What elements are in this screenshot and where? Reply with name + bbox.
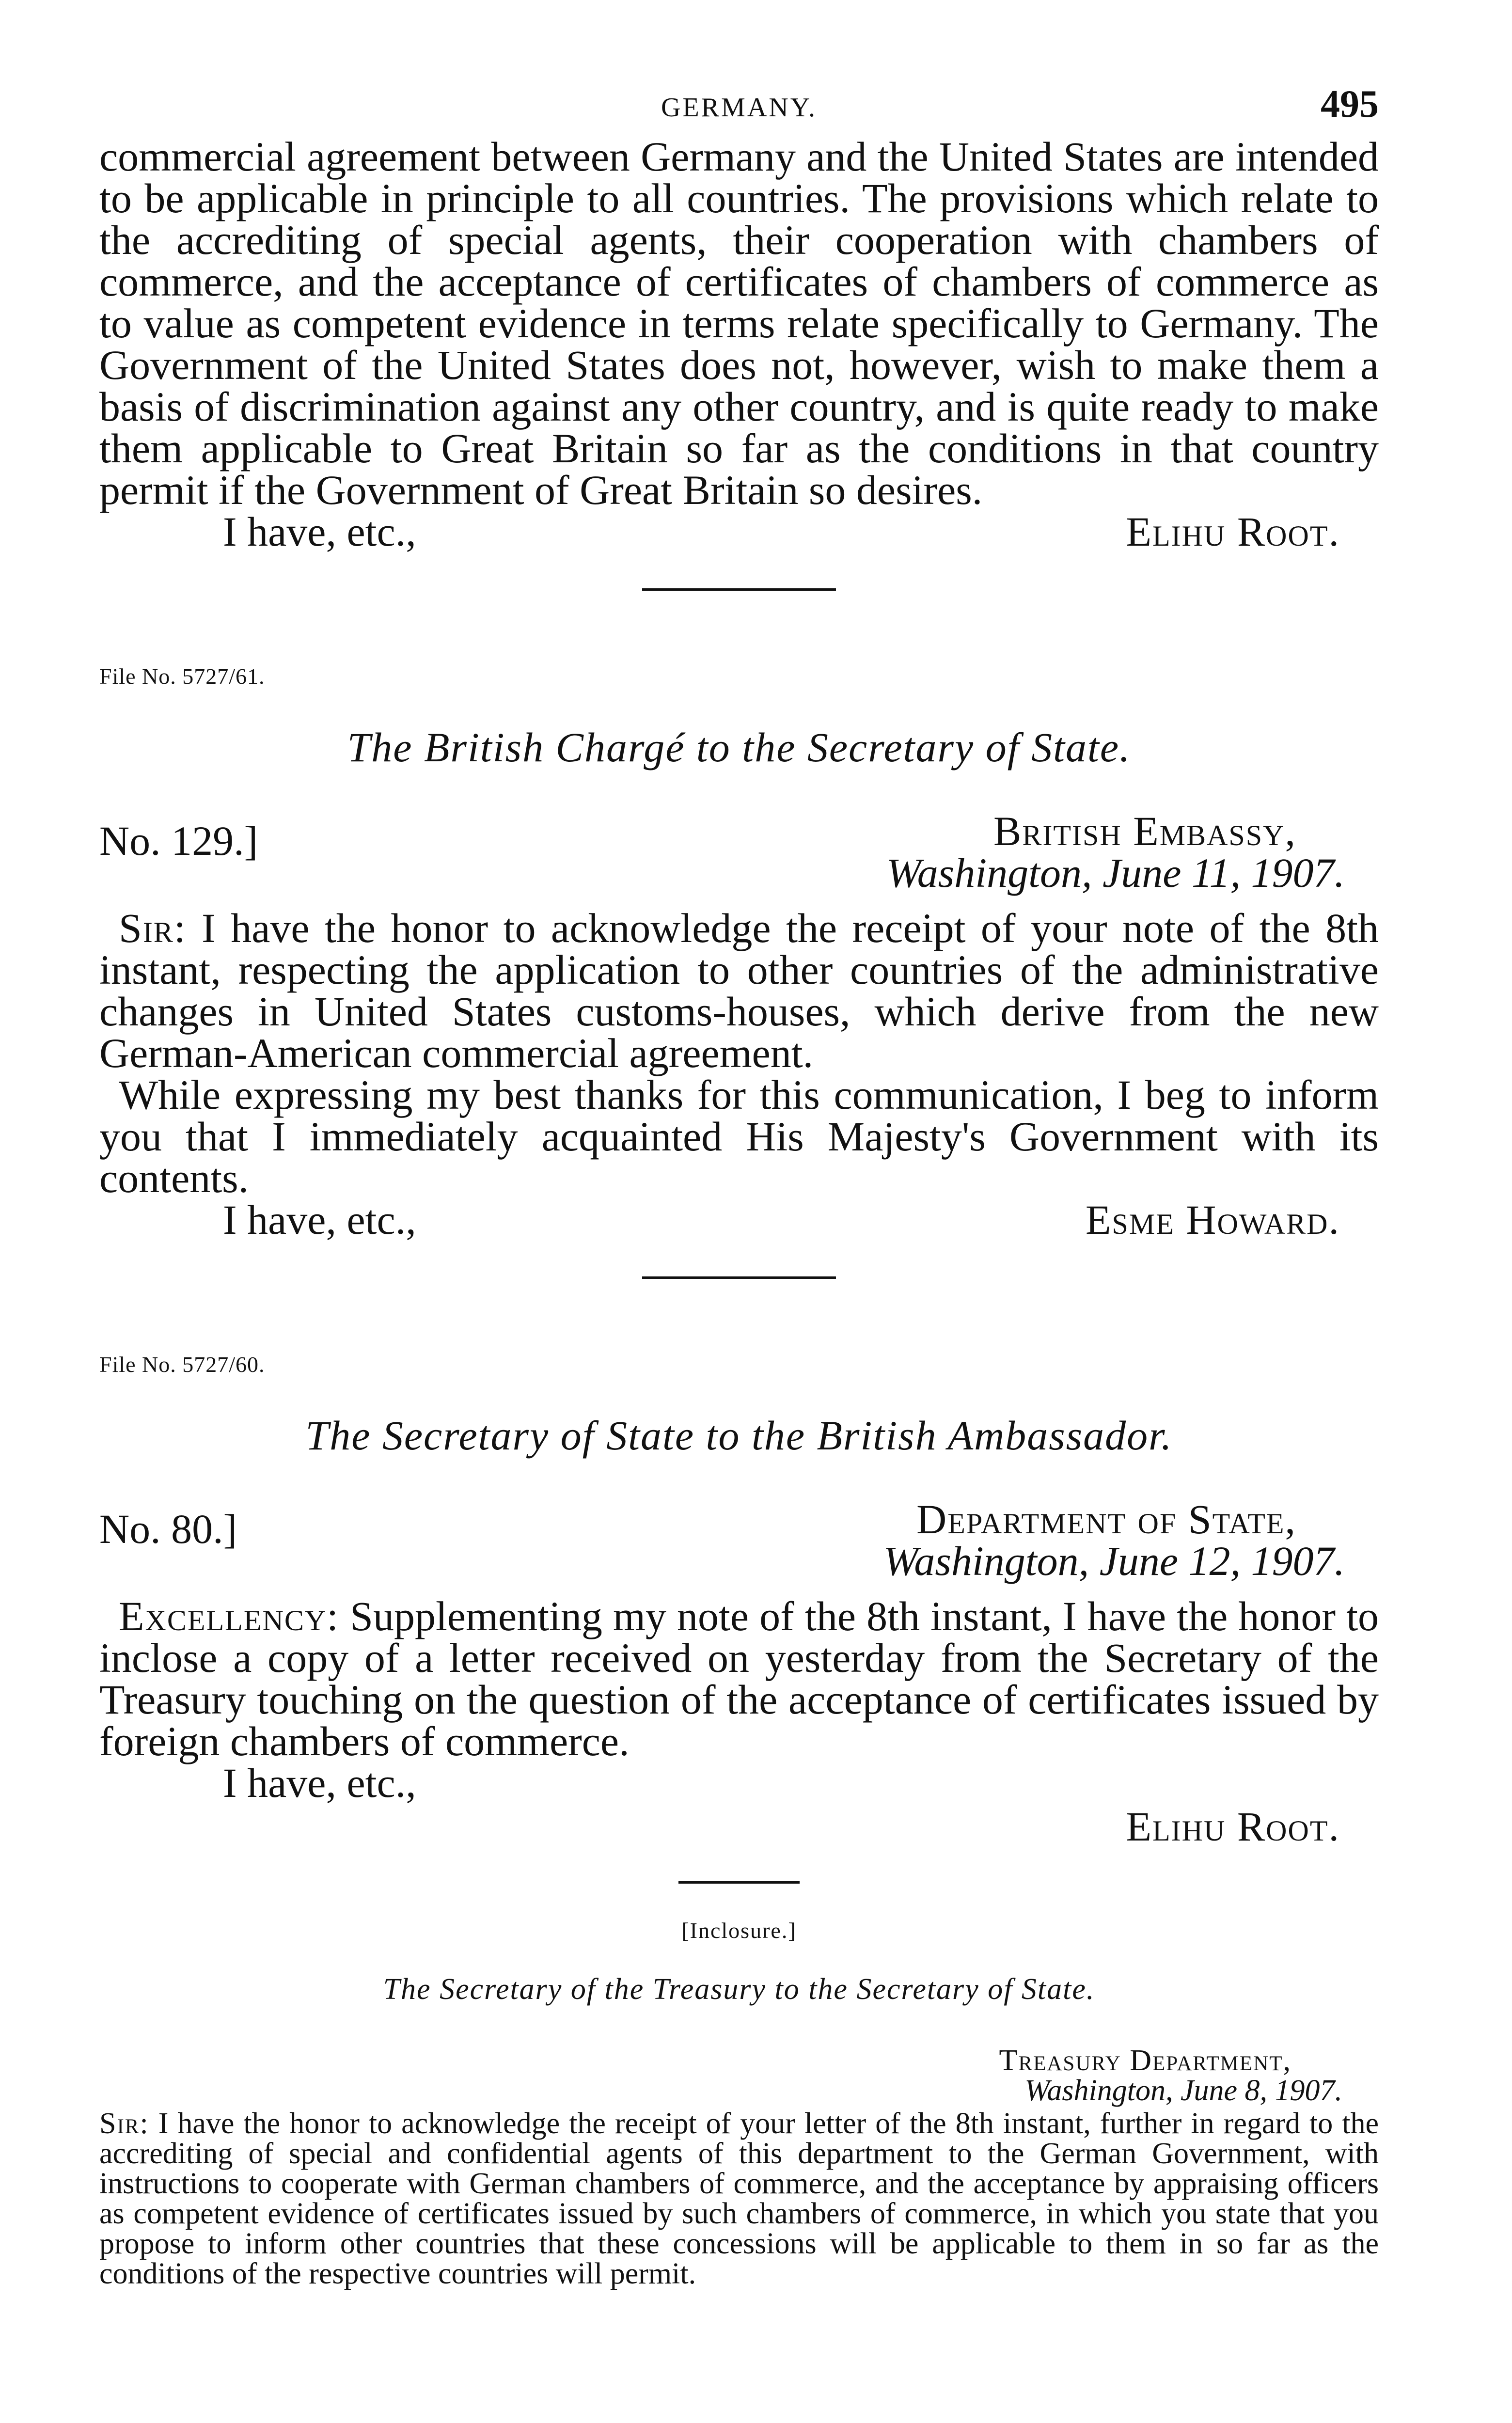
- letter-paragraph: [99, 907, 1379, 1074]
- signature: Elihu Root.: [1126, 1803, 1340, 1850]
- closing-row-2: [99, 1196, 1379, 1243]
- letter-paragraph: While expressing my best thanks for this communication, I beg to inform you that I immediately acquainted His Majesty's Government with its contents.: [99, 1071, 1379, 1201]
- letter-dateline: [99, 2045, 1379, 2108]
- closing-text: I have, etc.,: [223, 1196, 416, 1243]
- inclosure-label: [Inclosure.]: [681, 1918, 797, 1943]
- section-divider: [642, 588, 836, 591]
- letter-number: No. 129.]: [99, 818, 258, 864]
- continuation-paragraph: commercial agreement between Germany and the United States are intended to be applicable in principle to all countries. The provisions which relate to the accrediting of special agents, their cooperation with chambers of commerce, and the acceptance of certificates of chambers of commerce as to value as competent evidence in terms relate specifically to Germany. The Government of the United States does not, however, wish to make them a basis of discrimination against any other country, and is quite ready to make them applicable to Great Britain so far as the conditions in that country permit if the Government of Great Britain so desires.: [99, 133, 1379, 513]
- closing-text: I have, etc.,: [223, 508, 416, 555]
- signature: Esme Howard.: [1086, 1196, 1340, 1243]
- salutation: Sir:: [119, 905, 187, 951]
- paragraph-text: Supplementing my note of the 8th instant, I have the honor to inclose a copy of a letter received on yesterday from the Secretary of the Treasury touching on the question of the acceptance of certificates issued by foreign chambers of commerce.: [99, 1593, 1379, 1764]
- letter-number: No. 80.]: [99, 1506, 237, 1552]
- salutation: Excellency:: [119, 1593, 340, 1639]
- sender-office: Department of State,: [916, 1496, 1296, 1542]
- letter-dateline: [99, 1498, 1379, 1595]
- paragraph-text: I have the honor to acknowledge the receipt of your letter of the 8th instant, further in regard to the accrediting of special and confidential agents of this department to the German Government, with instructions to cooperate with German chambers of commerce, and the acceptance by appraising officers as competent evidence of certificates issued by such chambers of commerce, in which you state that you propose to inform other countries that these concessions will be applicable to them in so far as the conditions of the respective countries will permit.: [99, 2107, 1379, 2290]
- letter-date: Washington, June 8, 1907.: [1024, 2074, 1342, 2107]
- letter-heading: The British Chargé to the Secretary of State.: [347, 724, 1131, 771]
- paragraph-text: I have the honor to acknowledge the receipt of your note of the 8th instant, respecting the application to other countries of the administrative changes in United States customs-houses, which derive from the new German-American commercial agreement.: [99, 905, 1379, 1076]
- sender-office: Treasury Department,: [999, 2044, 1292, 2077]
- running-title: GERMANY.: [661, 93, 817, 123]
- file-number: File No. 5727/60.: [99, 1352, 265, 1377]
- page-number: 495: [1321, 83, 1379, 126]
- salutation: Sir:: [99, 2107, 149, 2140]
- letter-date: Washington, June 12, 1907.: [883, 1538, 1345, 1584]
- section-divider: [678, 1881, 800, 1884]
- letter-dateline: [99, 810, 1379, 907]
- letter-paragraph: [99, 1595, 1379, 1762]
- section-divider: [642, 1276, 836, 1279]
- closing-row-1: [99, 508, 1379, 555]
- document-page: [99, 82, 1379, 2289]
- running-header: [99, 82, 1379, 131]
- letter-date: Washington, June 11, 1907.: [886, 850, 1345, 896]
- letter-heading: The Secretary of the Treasury to the Secretary of State.: [383, 1973, 1095, 2006]
- closing-text: I have, etc.,: [223, 1760, 416, 1806]
- closing-row-3: [99, 1762, 1379, 1806]
- file-number: File No. 5727/61.: [99, 664, 265, 689]
- letter-paragraph: [99, 2108, 1379, 2289]
- letter-heading: The Secretary of State to the British Ambassador.: [305, 1412, 1173, 1459]
- sender-office: British Embassy,: [993, 808, 1296, 854]
- signature: Elihu Root.: [1126, 508, 1340, 555]
